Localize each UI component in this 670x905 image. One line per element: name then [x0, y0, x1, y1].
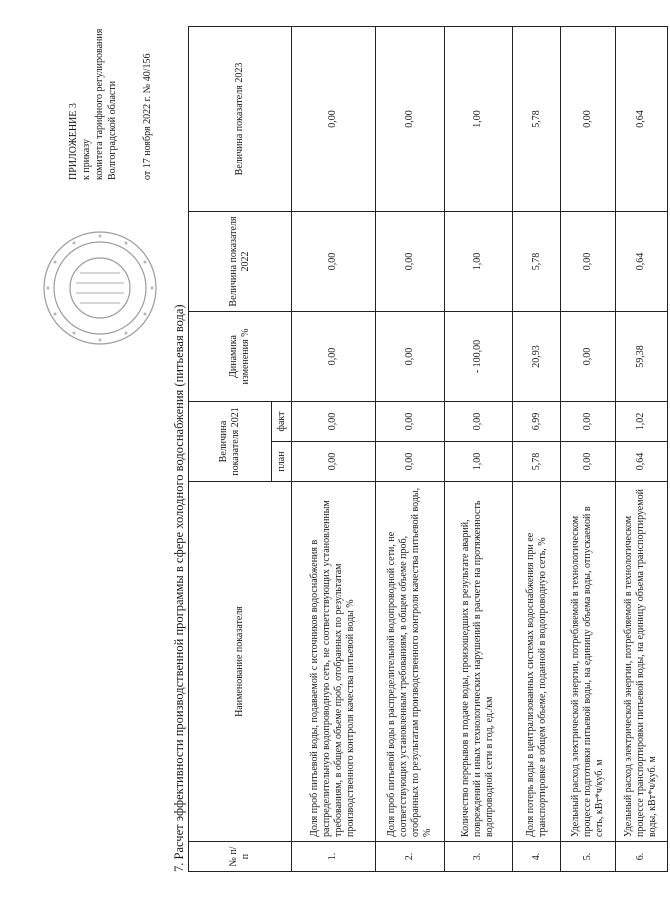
header-name: Наименование показателя: [189, 482, 292, 842]
appendix-line-2: к приказу: [81, 139, 92, 180]
row-fact: 0,00: [292, 402, 375, 442]
row-plan: 0,00: [292, 442, 375, 482]
row-value-2023: 0,00: [560, 27, 615, 212]
row-value-2022: 0,00: [292, 212, 375, 312]
row-plan: 0,00: [375, 442, 444, 482]
header-dynamics: Динамика изменения %: [189, 312, 292, 402]
table-row: [513, 27, 561, 872]
row-num: 3.: [444, 842, 513, 872]
row-fact: 6,99: [513, 402, 561, 442]
row-dynamics: 20,93: [513, 312, 561, 402]
row-name: Количество перерывов в подаче воды, произошедших в результате аварий, повреждений и иных технологических нарушений в расчете на протяженность водопроводной сети в год, ед./км: [444, 482, 513, 842]
appendix-line-5: от 17 ноября 2022 г. № 40/156: [142, 53, 153, 180]
appendix-line-3: комитета тарифного регулирования: [94, 28, 105, 180]
efficiency-table: [188, 26, 668, 872]
row-dynamics: - 100,00: [444, 312, 513, 402]
header-num: № п/п: [189, 842, 292, 872]
table-row: [375, 27, 444, 872]
row-dynamics: 0,00: [292, 312, 375, 402]
row-plan: 1,00: [444, 442, 513, 482]
row-num: 2.: [375, 842, 444, 872]
section-title: 7. Расчет эффективности производственной программы в сфере холодного водоснабжения (питьевая вода): [172, 304, 186, 872]
appendix-line-4: Волгоградской области: [107, 80, 118, 180]
row-dynamics: 59,38: [615, 312, 667, 402]
appendix-header: [64, 2, 164, 262]
row-value-2022: 0,00: [375, 212, 444, 312]
header-plan: план: [272, 442, 292, 482]
row-plan: 0,64: [615, 442, 667, 482]
table-header-row: [189, 27, 272, 872]
row-value-2023: 1,00: [444, 27, 513, 212]
row-num: 1.: [292, 842, 375, 872]
row-value-2022: 5,78: [513, 212, 561, 312]
row-num: 5.: [560, 842, 615, 872]
row-value-2023: 5,78: [513, 27, 561, 212]
row-value-2023: 0,00: [375, 27, 444, 212]
table-row: [292, 27, 375, 872]
appendix-line-1: ПРИЛОЖЕНИЕ 3: [68, 103, 79, 180]
official-seal-icon: [40, 228, 160, 348]
row-dynamics: 0,00: [375, 312, 444, 402]
header-value-2021: Величина показателя 2021: [189, 402, 272, 482]
table-row: [615, 27, 667, 872]
row-value-2022: 0,00: [560, 212, 615, 312]
rotated-page: [170, 27, 670, 872]
row-fact: 0,00: [444, 402, 513, 442]
row-plan: 0,00: [560, 442, 615, 482]
row-name: Удельный расход электрической энергии, потребляемой в технологическом процессе транспортировки питьевой воды, на единицу объема транспортируемой воды, кВт*ч/куб. м: [615, 482, 667, 842]
row-name: Удельный расход электрической энергии, потребляемой в технологическом процессе подготовки питьевой воды, на единицу объема воды, отпускаемой в сеть, кВт*ч/куб. м: [560, 482, 615, 842]
header-value-2023: Величина показателя 2023: [189, 27, 292, 212]
table-row: [560, 27, 615, 872]
row-name: Доля потерь воды в централизованных системах водоснабжения при ее транспортировке в общем объеме, поданной в водопроводную сеть, %: [513, 482, 561, 842]
row-value-2023: 0,00: [292, 27, 375, 212]
header-value-2022: Величина показателя 2022: [189, 212, 292, 312]
row-name: Доля проб питьевой воды в распределительной водопроводной сети, не соответствующих установленным требованиям, в общем объеме проб, отобранных по результатам производственного контроля качества питьевой воды, %: [375, 482, 444, 842]
row-fact: 0,00: [560, 402, 615, 442]
row-num: 6.: [615, 842, 667, 872]
row-value-2022: 0,64: [615, 212, 667, 312]
table-row: [444, 27, 513, 872]
header-fact: факт: [272, 402, 292, 442]
row-fact: 0,00: [375, 402, 444, 442]
row-value-2023: 0,64: [615, 27, 667, 212]
row-dynamics: 0,00: [560, 312, 615, 402]
row-plan: 5,78: [513, 442, 561, 482]
row-name: Доля проб питьевой воды, подаваемой с источников водоснабжения в распределительную водопроводную сеть, не соответствующих установленным требованиям, в общем объеме проб, отобранных по результатам производственного контроля качества питьевой воды %: [292, 482, 375, 842]
row-num: 4.: [513, 842, 561, 872]
row-fact: 1,02: [615, 402, 667, 442]
row-value-2022: 1,00: [444, 212, 513, 312]
